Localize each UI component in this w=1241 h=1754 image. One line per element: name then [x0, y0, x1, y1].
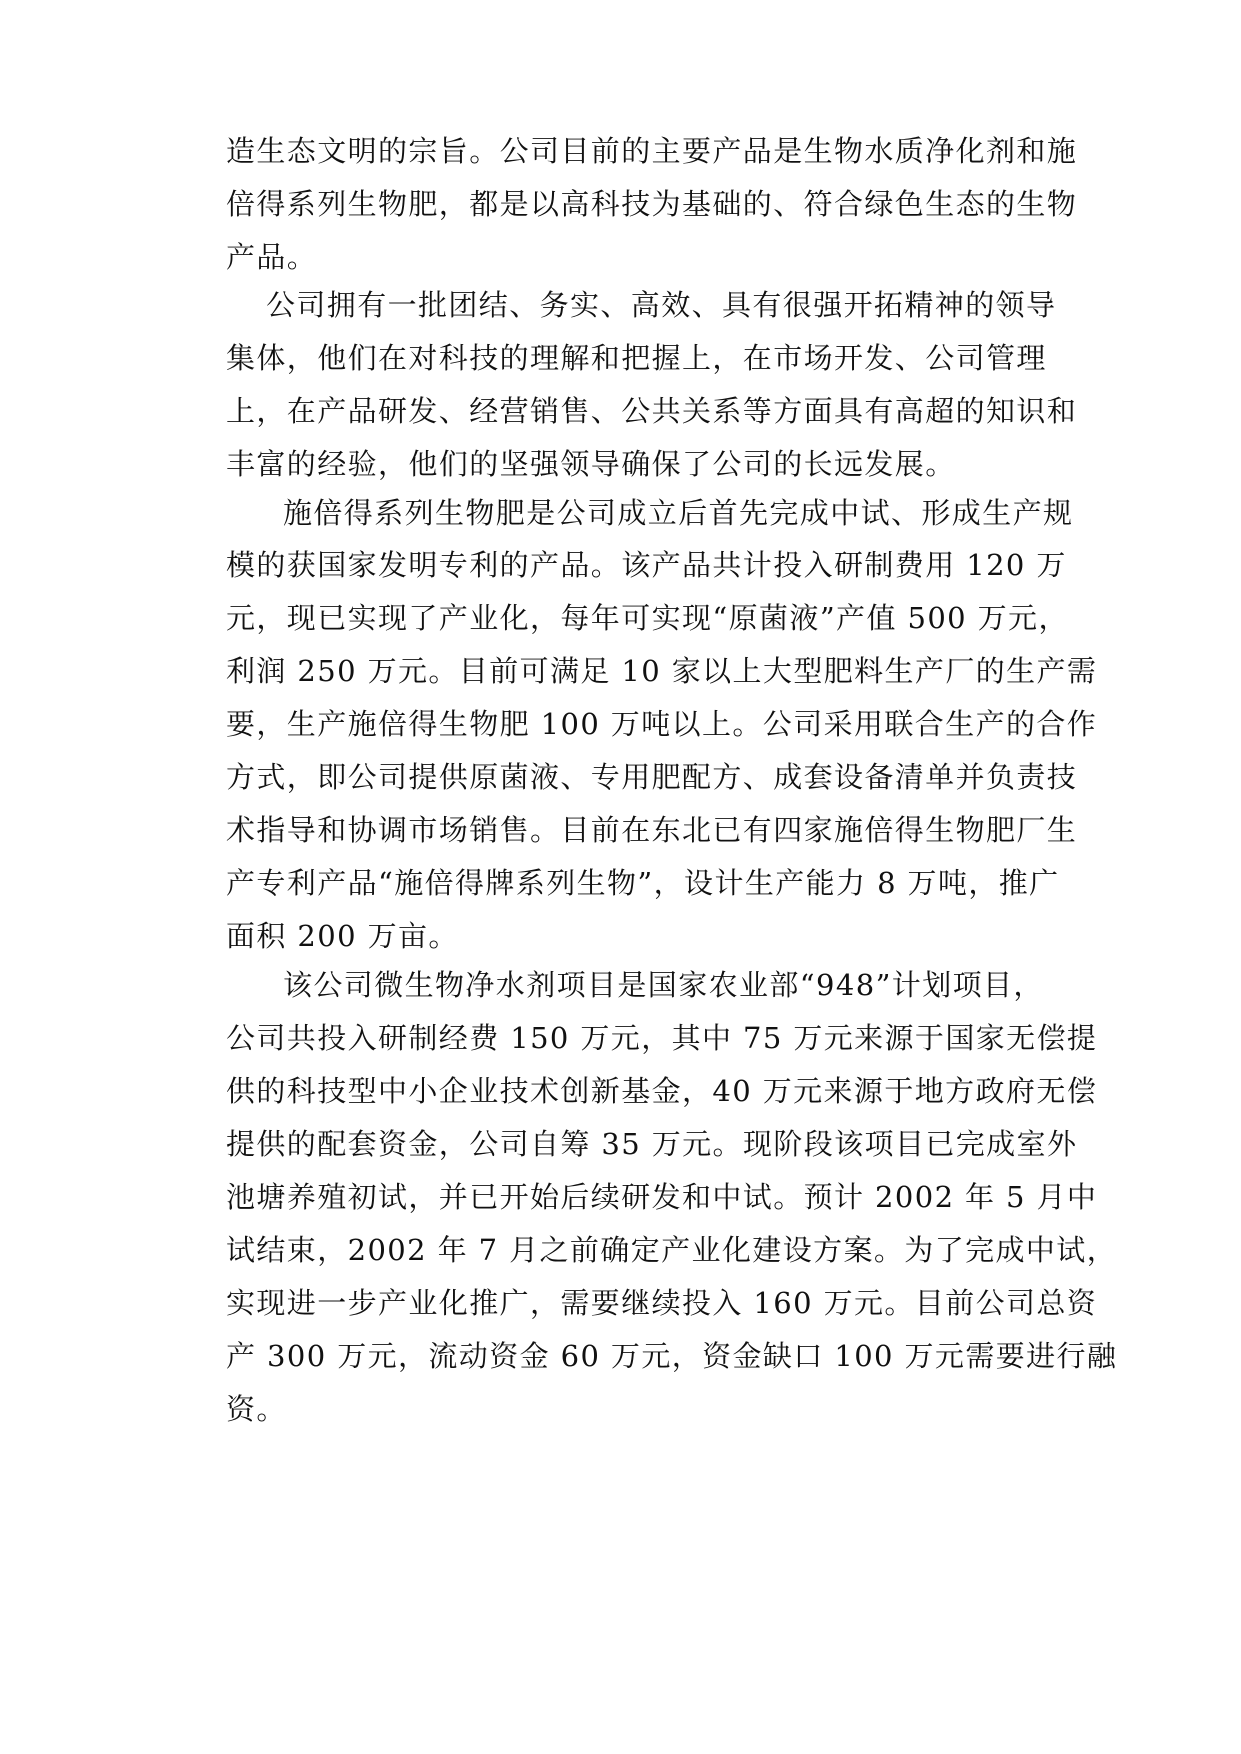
paragraph-2-line-3: 上，在产品研发、经营销售、公共关系等方面具有高超的知识和: [226, 394, 1078, 428]
paragraph-3-line-4: 利润 250 万元。目前可满足 10 家以上大型肥料生产厂的生产需: [226, 654, 1098, 688]
paragraph-3-line-3: 元，现已实现了产业化，每年可实现“原菌液”产值 500 万元，: [226, 601, 1069, 635]
paragraph-2-line-4: 丰富的经验，他们的坚强领导确保了公司的长远发展。: [226, 447, 956, 481]
paragraph-4-line-6: 试结束，2002 年 7 月之前确定产业化建设方案。为了完成中试，: [226, 1233, 1118, 1267]
paragraph-3-line-1: 施倍得系列生物肥是公司成立后首先完成中试、形成生产规: [283, 496, 1074, 530]
paragraph-1-line-2: 倍得系列生物肥，都是以高科技为基础的、符合绿色生态的生物: [226, 187, 1078, 221]
paragraph-4-line-3: 供的科技型中小企业技术创新基金，40 万元来源于地方政府无偿: [226, 1074, 1098, 1108]
paragraph-3-line-5: 要，生产施倍得生物肥 100 万吨以上。公司采用联合生产的合作: [226, 707, 1098, 741]
paragraph-3-line-6: 方式，即公司提供原菌液、专用肥配方、成套设备清单并负责技: [226, 760, 1078, 794]
paragraph-4-line-7: 实现进一步产业化推广，需要继续投入 160 万元。目前公司总资: [226, 1286, 1098, 1320]
paragraph-2-line-2: 集体，他们在对科技的理解和把握上，在市场开发、公司管理: [226, 341, 1047, 375]
paragraph-4-line-9: 资。: [226, 1392, 287, 1426]
paragraph-4-line-4: 提供的配套资金，公司自筹 35 万元。现阶段该项目已完成室外: [226, 1127, 1078, 1161]
paragraph-1-line-1: 造生态文明的宗旨。公司目前的主要产品是生物水质净化剂和施: [226, 134, 1078, 168]
paragraph-4-line-2: 公司共投入研制经费 150 万元，其中 75 万元来源于国家无偿提: [226, 1021, 1098, 1055]
paragraph-4-line-1: 该公司微生物净水剂项目是国家农业部“948”计划项目，: [283, 968, 1044, 1002]
paragraph-1-line-3: 产品。: [226, 240, 318, 274]
paragraph-3-line-9: 面积 200 万亩。: [226, 919, 459, 953]
paragraph-3-line-8: 产专利产品“施倍得牌系列生物”，设计生产能力 8 万吨，推广: [226, 866, 1060, 900]
paragraph-4-line-5: 池塘养殖初试，并已开始后续研发和中试。预计 2002 年 5 月中: [226, 1180, 1098, 1214]
paragraph-4-line-8: 产 300 万元，流动资金 60 万元，资金缺口 100 万元需要进行融: [226, 1339, 1118, 1373]
paragraph-2-line-1: 公司拥有一批团结、务实、高效、具有很强开拓精神的领导: [266, 288, 1057, 322]
paragraph-3-line-7: 术指导和协调市场销售。目前在东北已有四家施倍得生物肥厂生: [226, 813, 1078, 847]
paragraph-3-line-2: 模的获国家发明专利的产品。该产品共计投入研制费用 120 万: [226, 548, 1067, 582]
